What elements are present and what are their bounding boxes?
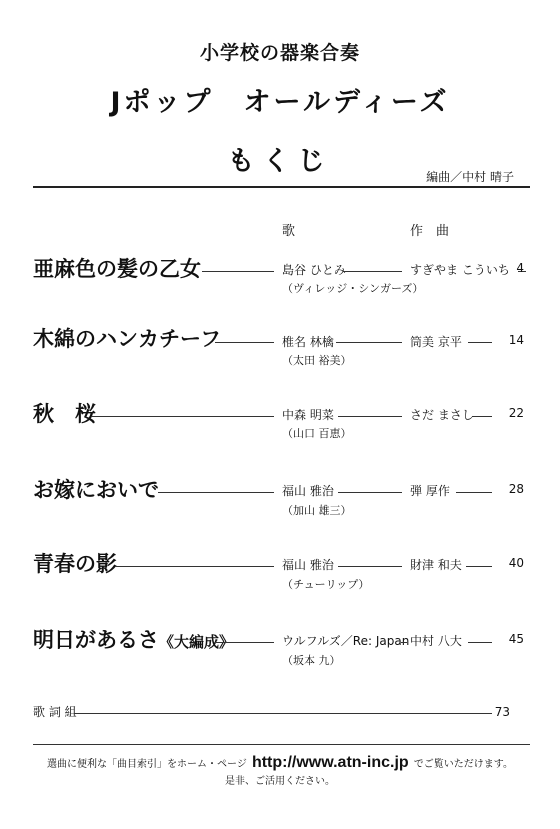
footer-text-after: でご覧いただけます。 bbox=[413, 759, 513, 770]
book-title: Jポップ オールディーズ bbox=[110, 87, 450, 118]
lyrics-page-number: 73 bbox=[494, 705, 510, 719]
leader-line bbox=[215, 642, 274, 643]
song-singer: 島谷 ひとみ bbox=[282, 263, 346, 277]
song-title: 青春の影 bbox=[33, 551, 117, 576]
original-artist: （太田 裕美） bbox=[282, 354, 352, 367]
song-page-number: 22 bbox=[508, 406, 524, 420]
arranger-credit: 編曲／中村 晴子 bbox=[426, 170, 514, 184]
leader-line bbox=[401, 642, 407, 643]
original-artist: （ヴィレッジ・シンガーズ） bbox=[282, 282, 424, 295]
song-composer: さだ まさし bbox=[410, 408, 474, 422]
song-composer: 筒美 京平 bbox=[410, 335, 462, 349]
song-title-suffix: 《大編成》 bbox=[159, 633, 235, 651]
leader-line bbox=[338, 492, 402, 493]
song-composer: 弾 厚作 bbox=[410, 484, 450, 498]
footer-divider bbox=[33, 744, 530, 745]
song-singer: ウルフルズ／Re: Japan bbox=[282, 634, 410, 648]
song-composer: 中村 八大 bbox=[410, 634, 462, 648]
song-singer: 中森 明菜 bbox=[282, 408, 334, 422]
leader-line bbox=[466, 566, 492, 567]
leader-line bbox=[202, 271, 274, 272]
song-title: お嫁においで bbox=[33, 477, 159, 502]
leader-line bbox=[74, 713, 492, 714]
song-composer: 財津 和夫 bbox=[410, 558, 462, 572]
original-artist: （チューリップ） bbox=[282, 578, 370, 591]
song-title bbox=[33, 624, 234, 654]
leader-line bbox=[344, 271, 402, 272]
leader-line bbox=[115, 566, 274, 567]
song-title: 亜麻色の髪の乙女 bbox=[33, 256, 201, 281]
song-title: 木綿のハンカチーフ bbox=[33, 326, 221, 351]
song-page-number: 4 bbox=[516, 261, 524, 275]
leader-line bbox=[468, 342, 492, 343]
leader-line bbox=[338, 566, 402, 567]
leader-line bbox=[336, 342, 402, 343]
song-title-main: 明日があるさ bbox=[33, 627, 159, 652]
leader-line bbox=[158, 492, 274, 493]
footer-text-before: 選曲に便利な「曲目索引」をホーム・ページ bbox=[47, 759, 247, 770]
song-singer: 福山 雅治 bbox=[282, 558, 334, 572]
original-artist: （山口 百恵） bbox=[282, 427, 352, 440]
song-composer: すぎやま こういち bbox=[410, 263, 510, 277]
song-title: 秋 桜 bbox=[33, 401, 96, 426]
song-page-number: 28 bbox=[508, 482, 524, 496]
leader-line bbox=[215, 342, 274, 343]
composer-column-header: 作 曲 bbox=[410, 224, 450, 239]
song-singer: 福山 雅治 bbox=[282, 484, 334, 498]
book-subtitle: 小学校の器楽合奏 bbox=[199, 42, 360, 64]
song-page-number: 45 bbox=[508, 632, 524, 646]
leader-line bbox=[456, 492, 492, 493]
song-page-number: 40 bbox=[508, 556, 524, 570]
song-page-number: 14 bbox=[508, 333, 524, 347]
contents-heading: もくじ bbox=[227, 146, 333, 177]
header-divider bbox=[33, 186, 530, 188]
song-singer: 椎名 林檎 bbox=[282, 335, 334, 349]
leader-line bbox=[472, 416, 492, 417]
leader-line bbox=[468, 642, 492, 643]
leader-line bbox=[338, 416, 402, 417]
original-artist: （加山 雄三） bbox=[282, 504, 352, 517]
singer-column-header: 歌 bbox=[282, 224, 296, 239]
leader-line bbox=[92, 416, 274, 417]
website-link[interactable]: http://www.atn-inc.jp bbox=[251, 754, 409, 771]
lyrics-label: 歌 詞 組 bbox=[33, 705, 77, 719]
original-artist: （坂本 九） bbox=[282, 654, 341, 667]
footer-notice-line2: 是非、ご活用ください。 bbox=[225, 776, 335, 787]
footer-notice bbox=[0, 752, 560, 772]
